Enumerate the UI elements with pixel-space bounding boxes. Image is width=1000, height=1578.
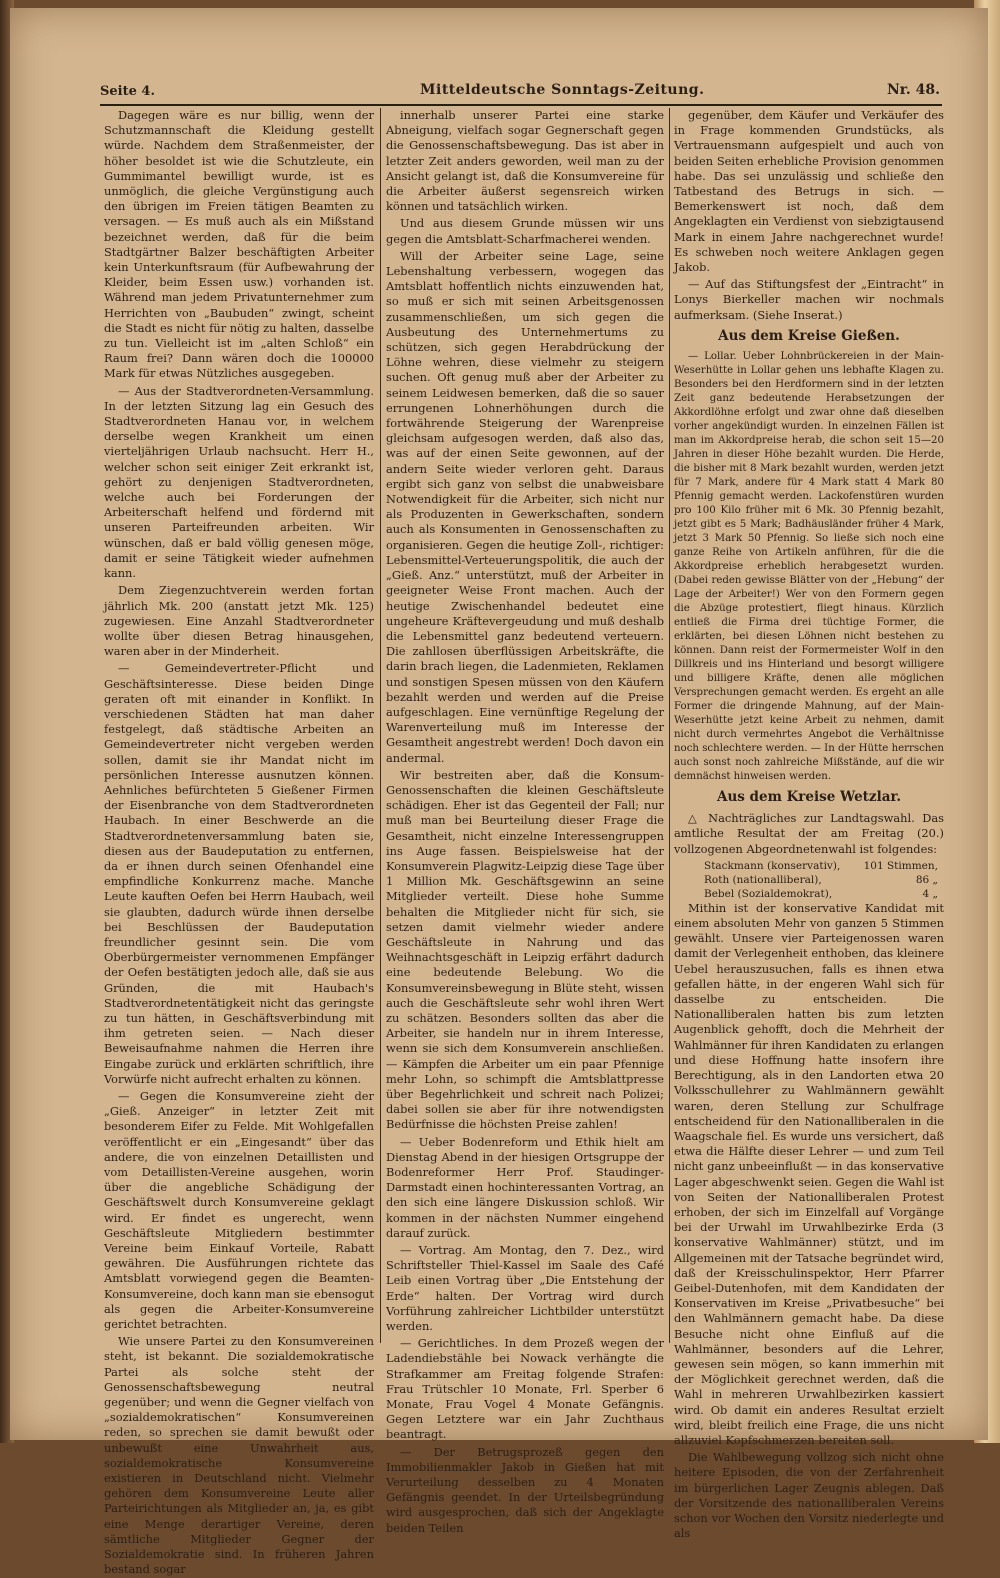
votes: 101 Stimmen, [863, 859, 938, 872]
candidate: Stackmann (konservativ), [704, 859, 841, 872]
column-2 [386, 108, 664, 1535]
paragraph: — Vortrag. Am Montag, den 7. Dez., wird Schriftsteller Thiel-Kassel im Saale des Café Leib einen Vortrag über „Die Entstehung der Erde“ halten. Der Vortrag wird durch Vorführung zahlreicher Lichtbilder unterstützt werden. [386, 1243, 664, 1334]
issue-number: Nr. 48. [887, 82, 940, 98]
header-rule [100, 104, 942, 106]
paragraph: innerhalb unserer Partei eine starke Abneigung, vielfach sogar Gegnerschaft gegen die Genossenschaftsbewegung. Das ist aber in letzter Zeit anders geworden, weil man zu der Ansicht gelangt ist, daß die Konsumvereine für die Arbeiter äußerst segensreich wirken können und tatsächlich wirken. [386, 108, 664, 214]
paragraph: — Gemeindevertreter-Pflicht und Geschäftsinteresse. Diese beiden Dinge geraten oft mit einander in Konflikt. In verschiedenen Städten hat man daher festgelegt, daß städtische Arbeiten an Gemeindevertreter nicht vergeben werden sollen, damit sie ihr Mandat nicht im persönlichen Interesse ausnutzen können. Aehnliches befürchteten 5 Gießener Firmen der Eisenbranche von dem Stadtverordneten Haubach. In einer Beschwerde an die Stadtverordnetenversammlung baten sie, diesen aus der Baudeputation zu entfernen, da er ihnen durch seinen Ofenhandel eine empfindliche Konkurrenz mache. Manche Leute kauften Oefen bei Herrn Haubach, weil sie glaubten, dadurch würde ihnen derselbe bei Beschlüssen der Baudeputation freundlicher gesinnt sein. Die vom Oberbürgermeister vernommenen Empfänger der Oefen bestätigten jedoch alle, daß sie aus Gründen, die mit Haubach's Stadtverordnetentätigkeit nicht das geringste zu tun hätten, in Geschäftsverbindung mit ihm getreten seien. — Nach dieser Beweisaufnahme nahmen die Herren ihre Eingabe zurück und erklärten schriftlich, ihre Vorwürfe nicht aufrecht erhalten zu können. [104, 661, 374, 1086]
result-row [674, 859, 944, 873]
paragraph: Wie unsere Partei zu den Konsumvereinen steht, ist bekannt. Die sozialdemokratische Partei als solche steht der Genossenschaftsbewegung neutral gegenüber; und wenn die Gegner vielfach von „sozialdemokratischen“ Konsumvereinen reden, so sprechen sie damit bewußt oder unbewußt eine Unwahrheit aus, sozialdemokratische Konsumvereine existieren in Deutschland nicht. Vielmehr gehören dem Konsumvereine Leute aller Parteirichtungen als Mitglieder an, ja, es gibt eine Menge derartiger Vereine, deren sämtliche Mitglieder Gegner der Sozialdemokratie sind. In früheren Jahren bestand sogar [104, 1334, 374, 1577]
paragraph: — Gegen die Konsumvereine zieht der „Gieß. Anzeiger“ in letzter Zeit mit besonderem Eifer zu Felde. Mit Wohlgefallen veröffentlicht er ein „Eingesandt“ über das andere, die von einzelnen Detaillisten und vom Detaillisten-Vereine ausgehen, worin über die angebliche Schädigung der Geschäftswelt durch Konsumvereine geklagt wird. Er findet es ungerecht, wenn Geschäftsleute Mitgliedern bestimmter Vereine beim Einkauf Vorteile, Rabatt gewähren. Die Ausführungen richtete das Amtsblatt vorwiegend gegen die Beamten-Konsumvereine, doch kann man sie ebensogut als gegen die Arbeiter-Konsumvereine gerichtet betrachten. [104, 1089, 374, 1332]
paragraph: gegenüber, dem Käufer und Verkäufer des in Frage kommenden Grundstücks, als Vertrauensmann aufgespielt und auch von beiden Seiten erhebliche Provision genommen habe. Das sei unzulässig und schließe den Tatbestand des Betrugs in sich. — Bemerkenswert ist noch, daß dem Angeklagten ein Verdienst von siebzigtausend Mark in einem Jahre nachgerechnet wurde! Es schweben noch weitere Anklagen gegen Jakob. [674, 108, 944, 275]
paragraph: — Gerichtliches. In dem Prozeß wegen der Ladendiebstähle bei Nowack verhängte die Strafkammer am Freitag folgende Strafen: Frau Trütschler 10 Monate, Frl. Sperber 6 Monate, Frau Vogel 4 Monate Gefängnis. Gegen Letztere war ein Jahr Zuchthaus beantragt. [386, 1336, 664, 1442]
paragraph: — Der Betrugsprozeß gegen den Immobilienmakler Jakob in Gießen hat mit Verurteilung desselben zu 4 Monaten Gefängnis geendet. In der Urteilsbegründung wird ausgesprochen, daß sich der Angeklagte beiden Teilen [386, 1444, 664, 1535]
paragraph: △ Nachträgliches zur Landtagswahl. Das amtliche Resultat der am Freitag (20.) vollzogenen Abgeordnetenwahl ist folgendes: [674, 811, 944, 856]
newspaper-title: Mitteldeutsche Sonntags-Zeitung. [420, 82, 705, 98]
paragraph: Mithin ist der konservative Kandidat mit einem absoluten Mehr von ganzen 5 Stimmen gewählt. Unsere vier Parteigenossen waren damit der Verlegenheit enthoben, das kleinere Uebel herauszusuchen, falls es ihnen etwa gefallen hätte, in der engeren Wahl sich für dasselbe zu entscheiden. Die Nationalliberalen hatten bis zum letzten Augenblick gehofft, doch die Mehrheit der Wahlmänner für ihren Kandidaten zu erlangen und diese Hoffnung hatte insofern ihre Berechtigung, als in den Landorten etwa 20 Volksschullehrer zu Wahlmännern gewählt waren, deren Stellung zur Schulfrage entscheidend für den Nationalliberalen in die Waagschale fiel. Es wurde uns versichert, daß etwa die Hälfte dieser Lehrer — und zum Teil nicht ganz unbeeinflußt — in das konservative Lager abgeschwenkt seien. Gegen die Wahl ist von Seiten der Nationalliberalen Protest erhoben, der sich im Einzelfall auf Vorgänge bei der Urwahl im Urwahlbezirke Erda (3 konservative Wahlmänner) stützt, und im Allgemeinen mit der Tatsache begründet wird, daß der Kreisschulinspektor, Herr Pfarrer Geibel-Dutenhofen, mit dem Kandidaten der Konservativen im Kreise „Privatbesuche“ bei den Wahlmännern gemacht habe. Da diese Besuche nicht ohne Einfluß auf die Wahlmänner, besonders auf die Lehrer, gewesen sein mögen, so kann immerhin mit der Möglichkeit gerechnet werden, daß die Wahl in mehreren Urwahlbezirken kassiert wird. Ob damit ein anderes Resultat erzielt wird, bleibt freilich eine Frage, die uns nicht allzuviel Kopfschmerzen bereiten soll. [674, 900, 944, 1447]
paragraph: — Aus der Stadtverordneten-Versammlung. In der letzten Sitzung lag ein Gesuch des Stadtverordneten Hanau vor, in welchem derselbe wegen Krankheit um einen vierteljährigen Urlaub nachsucht. Herr H., welcher schon seit einiger Zeit erkrankt ist, gehört zu denjenigen Stadtverordneten, welche auch bei Forderungen der Arbeiterschaft helfend und fördernd mit unseren Parteifreunden arbeiten. Wir wünschen, daß er bald völlig genesen möge, damit er seine Tätigkeit wieder aufnehmen kann. [104, 383, 374, 581]
paragraph: — Lollar. Ueber Lohnbrückereien in der Main-Weserhütte in Lollar gehen uns lebhafte Klagen zu. Besonders bei den Herdformern sind in der letzten Zeit ganz bedeutende Herabsetzungen der Akkordlöhne erfolgt und zwar ohne daß dieselben vorher angekündigt wurden. In einzelnen Fällen ist man im Akkordpreise herab, die schon seit 15—20 Jahren in dieser Höhe bezahlt wurden. Die Herde, die bisher mit 8 Mark bezahlt wurden, werden jetzt für 7 Mark, andere für 4 Mark statt 4 Mark 80 Pfennig gemacht werden. Lackofenstüren wurden pro 100 Kilo früher mit 6 Mk. 30 Pfennig bezahlt, jetzt gibt es 5 Mark; Badhäusländer früher 4 Mark, jetzt 3 Mark 50 Pfennig. So ließe sich noch eine ganze Reihe von Artikeln anführen, für die die Akkordpreise erheblich herabgesetzt wurden. (Dabei reden gewisse Blätter von der „Hebung“ der Lage der Arbeiter!) Wer von den Formern gegen die Abzüge protestiert, fliegt hinaus. Kürzlich entließ die Firma drei tüchtige Former, die erklärten, bei diesen Löhnen nicht bestehen zu können. Dann reist der Formermeister Wolf in den Dillkreis und ins Hinterland und besorgt willigere und billigere Kräfte, denen alle möglichen Versprechungen gemacht werden. Es ergeht an alle Former die dringende Mahnung, auf der Main-Weserhütte jetzt keine Arbeit zu nehmen, damit nicht durch vermehrtes Angebot die Verhältnisse noch schlechtere werden. — In der Hütte herrschen auch sonst noch zahlreiche Mißstände, auf die wir demnächst hinweisen werden. [674, 351, 944, 783]
column-3 [674, 108, 944, 1541]
page-header [100, 80, 940, 104]
result-row [674, 887, 944, 901]
paragraph: Wir bestreiten aber, daß die Konsum-Genossenschaften die kleinen Geschäftsleute schädigen. Eher ist das Gegenteil der Fall; nur muß man bei Beurteilung dieser Frage die Gesamtheit, nicht einzelne Interessengruppen ins Auge fassen. Beispielsweise hat der Konsumverein Plagwitz-Leipzig diese Tage über 1 Million Mk. Geschäftsgewinn an seine Mitglieder verteilt. Diese hohe Summe behalten die Mitglieder nicht für sich, sie setzen damit vielmehr wieder andere Geschäftsleute in Nahrung und das Weihnachtsgeschäft in Leipzig erfährt dadurch eine bedeutende Belebung. Wo die Konsumvereinsbewegung in Blüte steht, wissen auch die Geschäftsleute sehr wohl ihren Wert zu schätzen. Besonders sollten das aber die Arbeiter, sie handeln nur in ihrem Interesse, wenn sie sich dem Konsumverein anschließen. — Kämpfen die Arbeiter um ein paar Pfennige mehr Lohn, so schimpft die Amtsblattpresse über Begehrlichkeit und schreit nach Polizei; dabei sollen sie aber für ihre notwendigsten Bedürfnisse die höchsten Preise zahlen! [386, 767, 664, 1132]
paragraph: — Ueber Bodenreform und Ethik hielt am Dienstag Abend in der hiesigen Ortsgruppe der Bodenreformer Herr Prof. Staudinger-Darmstadt einen hochinteressanten Vortrag, an den sich eine längere Diskussion schloß. Wir kommen in der nächsten Nummer eingehend darauf zurück. [386, 1134, 664, 1240]
paragraph: Dem Ziegenzuchtverein werden fortan jährlich Mk. 200 (anstatt jetzt Mk. 125) zugewiesen. Eine Anzahl Stadtverordneter wollte über diesen Betrag hinausgehen, waren aber in der Minderheit. [104, 583, 374, 659]
column-1 [104, 108, 374, 1577]
paragraph: Die Wahlbewegung vollzog sich nicht ohne heitere Episoden, die von der Zerfahrenheit im bürgerlichen Lager Zeugnis ablegen. Daß der Vorsitzende des nationalliberalen Vereins schon vor Wochen den Vorsitz niederlegte und als [674, 1450, 944, 1541]
paragraph: — Auf das Stiftungsfest der „Eintracht“ in Lonys Bierkeller machen wir nochmals aufmerksam. (Siehe Inserat.) [674, 277, 944, 322]
paragraph: Und aus diesem Grunde müssen wir uns gegen die Amtsblatt-Scharfmacherei wenden. [386, 216, 664, 246]
page-number: Seite 4. [100, 84, 155, 99]
section-heading-wetzlar: Aus dem Kreise Wetzlar. [716, 789, 902, 806]
paragraph: Will der Arbeiter seine Lage, seine Lebenshaltung verbessern, wogegen das Amtsblatt hoffentlich nichts einzuwenden hat, so muß er sich mit seinen Arbeitsgenossen zusammenschließen, um sich gegen die Ausbeutung des Unternehmertums zu schützen, sich gegen Herabdrückung der Löhne wehren, diese vielmehr zu steigern suchen. Oft genug muß aber der Arbeiter zu seinem Leidwesen bemerken, daß die so sauer errungenen Lohnerhöhungen durch die fortwährende Steigerung der Warenpreise gleichsam aufgesogen werden, daß also das, was auf der einen Seite gewonnen, auf der andern Seite wieder verloren geht. Daraus ergibt sich ganz von selbst die unabweisbare Notwendigkeit für die Arbeiter, sich nicht nur als Produzenten in Gewerkschaften, sondern auch als Konsumenten in Genossenschaften zu organisieren. Gegen die heutige Zoll-, richtiger: Lebensmittel-Verteuerungspolitik, die auch der „Gieß. Anz.“ unterstützt, muß der Arbeiter in geeigneter Weise Front machen. Auch der heutige Zwischenhandel bedeutet eine ungeheure Kräftevergeudung und muß deshalb die Lebensmittel ganz bedeutend verteuern. Die zahllosen überflüssigen Arbeitskräfte, die darin brach liegen, die Ladenmieten, Reklamen und sonstigen Spesen müssen von den Käufern bezahlt werden und werden auf die Preise aufgeschlagen. Eine vernünftige Regelung der Warenverteilung muß im Interesse der Gesamtheit angestrebt werden! Doch davon ein andermal. [386, 248, 664, 765]
votes: 4 „ [922, 887, 938, 900]
paragraph: Dagegen wäre es nur billig, wenn der Schutzmannschaft die Kleidung gestellt würde. Nachdem dem Straßenmeister, der höher besoldet ist wie die Schutzleute, ein Gummimantel bewilligt wurde, ist es unmöglich, die gleiche Vergünstigung auch den übrigen im Freien tätigen Beamten zu versagen. — Es muß auch als ein Mißstand bezeichnet werden, daß für die beim Stadtgärtner Balzer beschäftigten Arbeiter kein Unterkunftsraum (für Aufbewahrung der Kleider, beim Essen usw.) vorhanden ist. Während man jedem Privatunternehmer zum Herrichten von „Baubuden“ zwingt, scheint die Stadt es nicht für nötig zu halten, dasselbe zu tun. Vielleicht ist im „alten Schloß“ ein Raum frei? Dann wären doch die 100000 Mark für etwas Nützliches ausgegeben. [104, 108, 374, 381]
votes: 86 „ [915, 873, 938, 886]
section-heading-giessen: Aus dem Kreise Gießen. [718, 327, 900, 344]
column-divider [380, 108, 381, 1343]
candidate: Roth (nationalliberal), [704, 873, 822, 886]
candidate: Bebel (Sozialdemokrat), [704, 887, 833, 900]
result-row [674, 873, 944, 887]
column-divider [669, 108, 670, 1343]
